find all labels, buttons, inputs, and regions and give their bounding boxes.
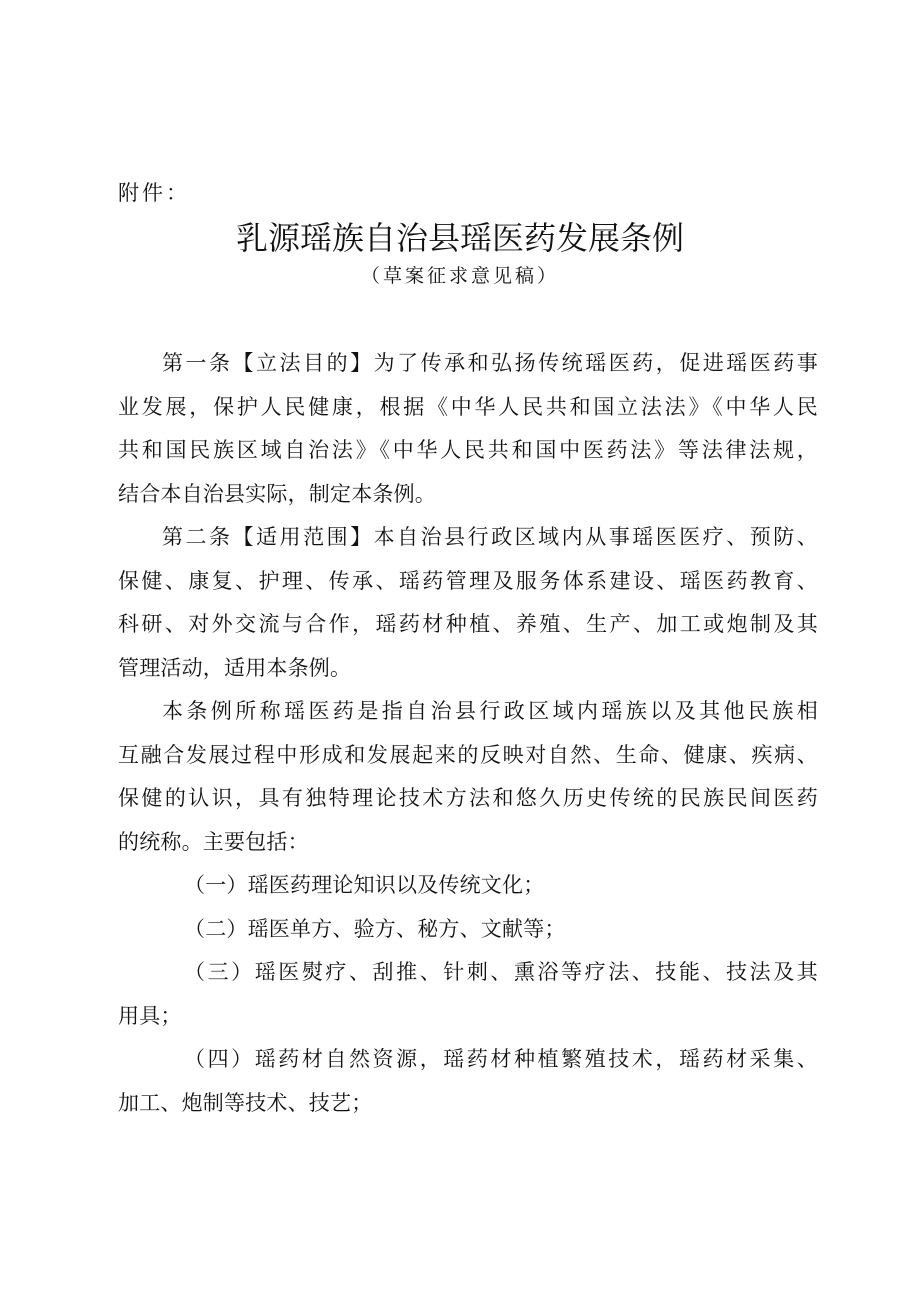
definition-line-4: 的统称。主要包括： bbox=[118, 829, 309, 854]
definition-line-1: 本条例所称瑶医药是指自治县行政区域内瑶族以及其他民族相 bbox=[162, 699, 818, 723]
article-2-line-3: 科研、对外交流与合作，瑶药材种植、养殖、生产、加工或炮制及其 bbox=[118, 612, 818, 636]
article-1-line-1: 第一条【立法目的】为了传承和弘扬传统瑶医药，促进瑶医药事 bbox=[162, 351, 818, 375]
list-item-4-line-2: 加工、炮制等技术、技艺； bbox=[118, 1090, 373, 1115]
list-item-1: （一）瑶医药理论知识以及传统文化； bbox=[184, 873, 545, 897]
article-1-line-2: 业发展，保护人民健康，根据《中华人民共和国立法法》《中华人民 bbox=[118, 394, 818, 419]
list-item-2: （二）瑶医单方、验方、秘方、文献等； bbox=[184, 916, 566, 941]
definition-line-3: 保健的认识，具有独特理论技术方法和悠久历史传统的民族民间医药 bbox=[118, 786, 818, 810]
document-subtitle: （草案征求意见稿） bbox=[360, 265, 559, 287]
definition-line-2: 互融合发展过程中形成和发展起来的反映对自然、生命、健康、疾病、 bbox=[118, 742, 818, 767]
document-title: 乳源瑶族自治县瑶医药发展条例 bbox=[235, 219, 684, 257]
article-1-line-4: 结合本自治县实际，制定本条例。 bbox=[118, 481, 436, 506]
list-item-3-line-2: 用具； bbox=[118, 1003, 182, 1028]
document-body bbox=[118, 342, 818, 1125]
article-2-line-1: 第二条【适用范围】本自治县行政区域内从事瑶医医疗、预防、 bbox=[162, 525, 818, 549]
list-item-4-line-1: （四）瑶药材自然资源，瑶药材种植繁殖技术，瑶药材采集、 bbox=[184, 1047, 818, 1071]
article-2-line-2: 保健、康复、护理、传承、瑶药管理及服务体系建设、瑶医药教育、 bbox=[118, 568, 818, 593]
article-2-line-4: 管理活动，适用本条例。 bbox=[118, 655, 352, 680]
article-1-line-3: 共和国民族区域自治法》《中华人民共和国中医药法》等法律法规， bbox=[118, 438, 818, 462]
list-item-3-line-1: （三）瑶医熨疗、刮推、针刺、熏浴等疗法、技能、技法及其 bbox=[184, 960, 818, 984]
attachment-label: 附件： bbox=[118, 181, 190, 205]
